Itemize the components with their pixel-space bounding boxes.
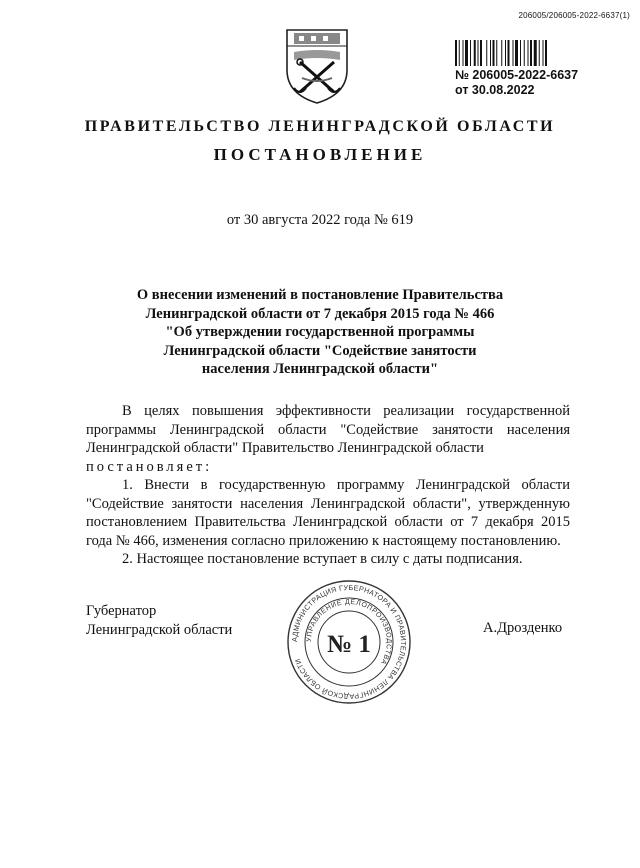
government-title: ПРАВИТЕЛЬСТВО ЛЕНИНГРАДСКОЙ ОБЛАСТИ <box>84 118 556 135</box>
item-1-paragraph: 1. Внести в государственную программу Ленинградской области "Содействие занятости населения Ленинградской области", утвержденную постановлением Правительства Ленинградской области от 7 декабря 2015 года № 466, изменения согласно приложению к настоящему постановлению. <box>86 477 570 549</box>
seal-ring-text: УПРАВЛЕНИЕ ДЕЛОПРОИЗВОДСТВА <box>305 598 393 666</box>
document-id: 206005/206005-2022-6637(1) <box>518 11 630 20</box>
seal-number: № 1 <box>327 631 371 658</box>
subject-line: населения Ленинградской области" <box>201 361 439 377</box>
resolution-title: ПОСТАНОВЛЕНИЕ <box>213 145 427 164</box>
signatory-position <box>86 602 232 640</box>
registration-number: № 206005-2022-6637 <box>455 68 579 82</box>
decree-word: постановляет: <box>86 458 213 475</box>
intro-paragraph: В целях повышения эффективности реализации государственной программы Ленинградской области "Содействие занятости населения Ленинградской области" Правительство Ленинградской области <box>86 403 570 456</box>
position-line-1: Губернатор <box>86 603 157 619</box>
subject-line: Ленинградской области "Содействие занятости <box>163 342 477 359</box>
item-2-paragraph: 2. Настоящее постановление вступает в силу с даты подписания. <box>122 551 523 567</box>
registration-block <box>455 68 578 98</box>
registration-date: от 30.08.2022 <box>455 83 535 97</box>
barcode <box>455 40 575 66</box>
subject-line: О внесении изменений в постановление Правительства <box>136 287 504 303</box>
resolution-subject <box>100 286 540 379</box>
subject-line: Ленинградской области от 7 декабря 2015 года № 466 <box>145 305 495 322</box>
subject-line: "Об утверждении государственной программы <box>165 324 475 340</box>
coat-of-arms-icon <box>282 26 352 106</box>
official-seal <box>285 578 413 706</box>
resolution-date-number: от 30 августа 2022 года № 619 <box>226 212 414 228</box>
seal-outer-text: АДМИНИСТРАЦИЯ ГУБЕРНАТОРА И ПРАВИТЕЛЬСТВА ЛЕНИНГРАДСКОЙ ОБЛАСТИ <box>289 582 409 702</box>
position-line-2: Ленинградской области <box>86 622 233 638</box>
resolution-body <box>86 402 570 569</box>
signatory-name: А.Дрозденко <box>483 620 563 636</box>
